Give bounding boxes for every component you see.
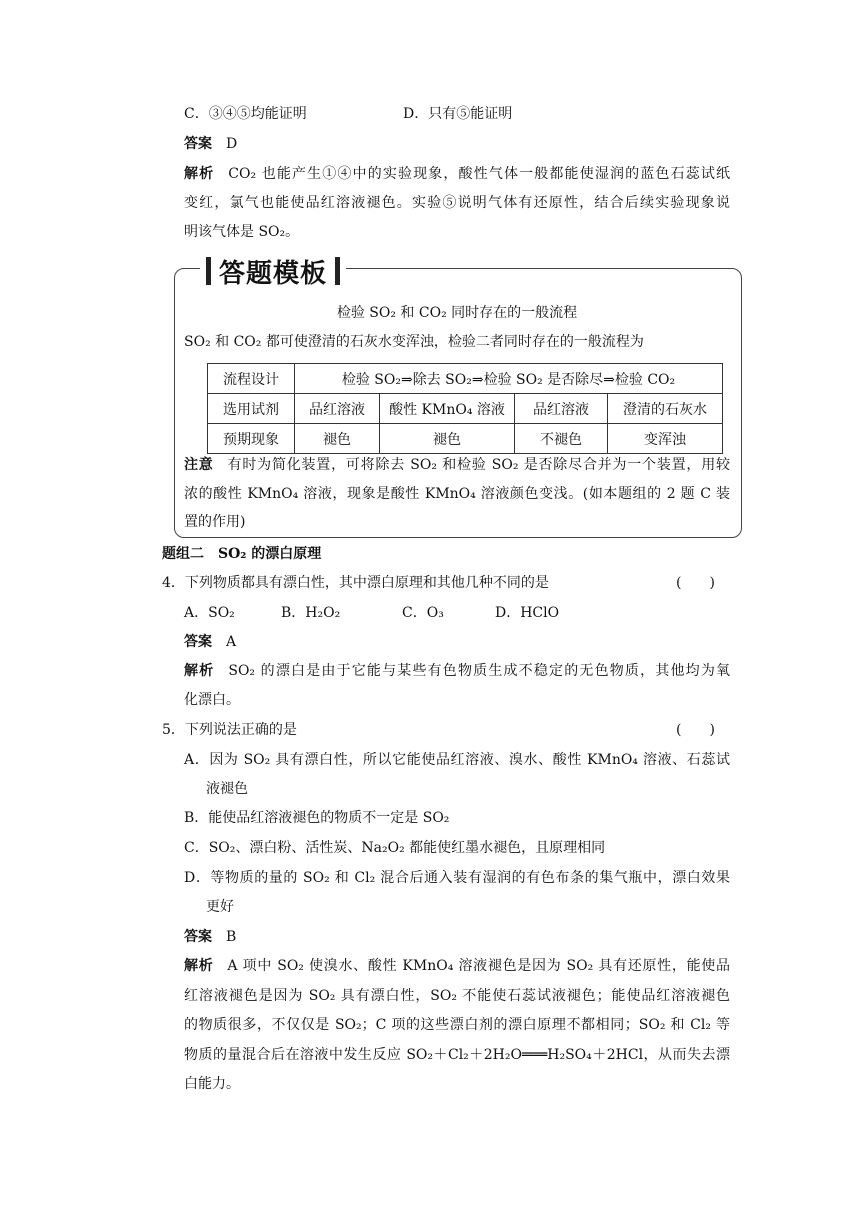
- q4-option-b: B．H₂O₂: [281, 605, 341, 621]
- answer-row: [184, 134, 237, 154]
- title-bar-left: [206, 257, 211, 285]
- q5-option-d-line-1: D．等物质的量的 SO₂ 和 Cl₂ 混合后通入装有湿润的有色布条的集气瓶中，漂白效果: [184, 870, 730, 886]
- table-row: [208, 424, 723, 454]
- q4-stem: 4．下列物质都具有漂白性，其中漂白原理和其他几种不同的是: [162, 575, 549, 591]
- template-heading: 检验 SO₂ 和 CO₂ 同时存在的一般流程: [336, 305, 578, 321]
- answer-label: 答案: [184, 929, 212, 945]
- answer-value: A: [226, 634, 237, 650]
- analysis-label: 解析: [184, 958, 214, 974]
- q5-option-a-line-2: 液褪色: [206, 781, 248, 797]
- flow-design: 检验 SO₂⇒除去 SO₂⇒检验 SO₂ 是否除尽⇒检验 CO₂: [295, 364, 723, 394]
- reagent-cell: 品红溶液: [515, 394, 608, 424]
- option-d: D．只有⑤能证明: [403, 106, 513, 122]
- row-header: 预期现象: [208, 424, 295, 454]
- row-header: 选用试剂: [208, 394, 295, 424]
- note-line-3: 置的作用): [184, 514, 246, 530]
- template-intro: SO₂ 和 CO₂ 都可使澄清的石灰水变浑浊，检验二者同时存在的一般流程为: [184, 334, 644, 350]
- reagent-cell: 酸性 KMnO₄ 溶液: [380, 394, 515, 424]
- q4-analysis-line-2: 化漂白。: [184, 692, 240, 708]
- q5-analysis-line-2: 红溶液褪色是因为 SO₂ 具有漂白性，SO₂ 不能使石蕊试液褪色；能使品红溶液褪色: [184, 988, 730, 1004]
- q4-analysis-line-1: 解析 SO₂ 的漂白是由于它能与某些有色物质生成不稳定的无色物质，其他均为氧: [184, 663, 730, 679]
- note-line-2: 浓的酸性 KMnO₄ 溶液，现象是酸性 KMnO₄ 溶液颜色变浅。(如本题组的 2 题 C 装: [184, 486, 730, 502]
- q5-option-b: B．能使品红溶液褪色的物质不一定是 SO₂: [184, 810, 450, 826]
- q5-option-d-line-2: 更好: [206, 899, 234, 915]
- title-bar-right: [335, 257, 340, 285]
- q5-analysis-line-1: 解析 A 项中 SO₂ 使溴水、酸性 KMnO₄ 溶液褪色是因为 SO₂ 具有还原性，能使品: [184, 958, 730, 974]
- template-title: 答题模板: [200, 254, 346, 288]
- phenomenon-cell: 褪色: [380, 424, 515, 454]
- q4-answer-paren: ( ): [676, 575, 715, 591]
- q5-option-c: C．SO₂、漂白粉、活性炭、Na₂O₂ 都能使红墨水褪色，且原理相同: [184, 840, 606, 856]
- q4-option-a: A．SO₂: [184, 605, 235, 621]
- q4-answer-row: [184, 632, 236, 652]
- q5-option-a-line-1: A．因为 SO₂ 具有漂白性，所以它能使品红溶液、溴水、酸性 KMnO₄ 溶液、石蕊试: [184, 752, 730, 768]
- answer-label: 答案: [184, 634, 212, 650]
- q5-analysis-line-4: 物质的量混合后在溶液中发生反应 SO₂＋Cl₂＋2H₂O═══H₂SO₄＋2HCl，从而失去漂: [184, 1047, 730, 1063]
- reagent-cell: 澄清的石灰水: [608, 394, 723, 424]
- note-label: 注意: [184, 457, 214, 473]
- answer-label: 答案: [184, 136, 212, 152]
- flow-table: [207, 363, 723, 454]
- q5-answer-paren: ( ): [676, 722, 715, 738]
- table-row: [208, 394, 723, 424]
- analysis-line-3: 明该气体是 SO₂。: [184, 224, 300, 240]
- analysis-label: 解析: [184, 663, 215, 679]
- phenomenon-cell: 不褪色: [515, 424, 608, 454]
- answer-value: D: [226, 136, 238, 152]
- analysis-line-1: 解析 CO₂ 也能产生①④中的实验现象，酸性气体一般都能使湿润的蓝色石蕊试纸: [184, 166, 730, 182]
- analysis-label: 解析: [184, 166, 215, 182]
- q4-option-c: C．O₃: [402, 605, 444, 621]
- reagent-cell: 品红溶液: [295, 394, 380, 424]
- q5-analysis-line-5: 白能力。: [184, 1076, 240, 1092]
- table-row: [208, 364, 723, 394]
- note-line-1: 注意 有时为简化装置，可将除去 SO₂ 和检验 SO₂ 是否除尽合并为一个装置，用较: [184, 457, 730, 473]
- q5-analysis-line-3: 的物质很多，不仅仅是 SO₂；C 项的这些漂白剂的漂白原理不都相同；SO₂ 和 Cl₂ 等: [184, 1017, 730, 1033]
- option-c: C．③④⑤均能证明: [184, 106, 307, 122]
- answer-value: B: [226, 929, 237, 945]
- q4-option-d: D．HClO: [495, 605, 560, 621]
- q5-answer-row: [184, 927, 236, 947]
- q5-stem: 5．下列说法正确的是: [162, 722, 297, 738]
- analysis-line-2: 变红，氯气也能使品红溶液褪色。实验⑤说明气体有还原性，结合后续实验现象说: [184, 195, 730, 211]
- group-title: 题组二 SO₂ 的漂白原理: [162, 546, 322, 562]
- row-header: 流程设计: [208, 364, 295, 394]
- phenomenon-cell: 变浑浊: [608, 424, 723, 454]
- phenomenon-cell: 褪色: [295, 424, 380, 454]
